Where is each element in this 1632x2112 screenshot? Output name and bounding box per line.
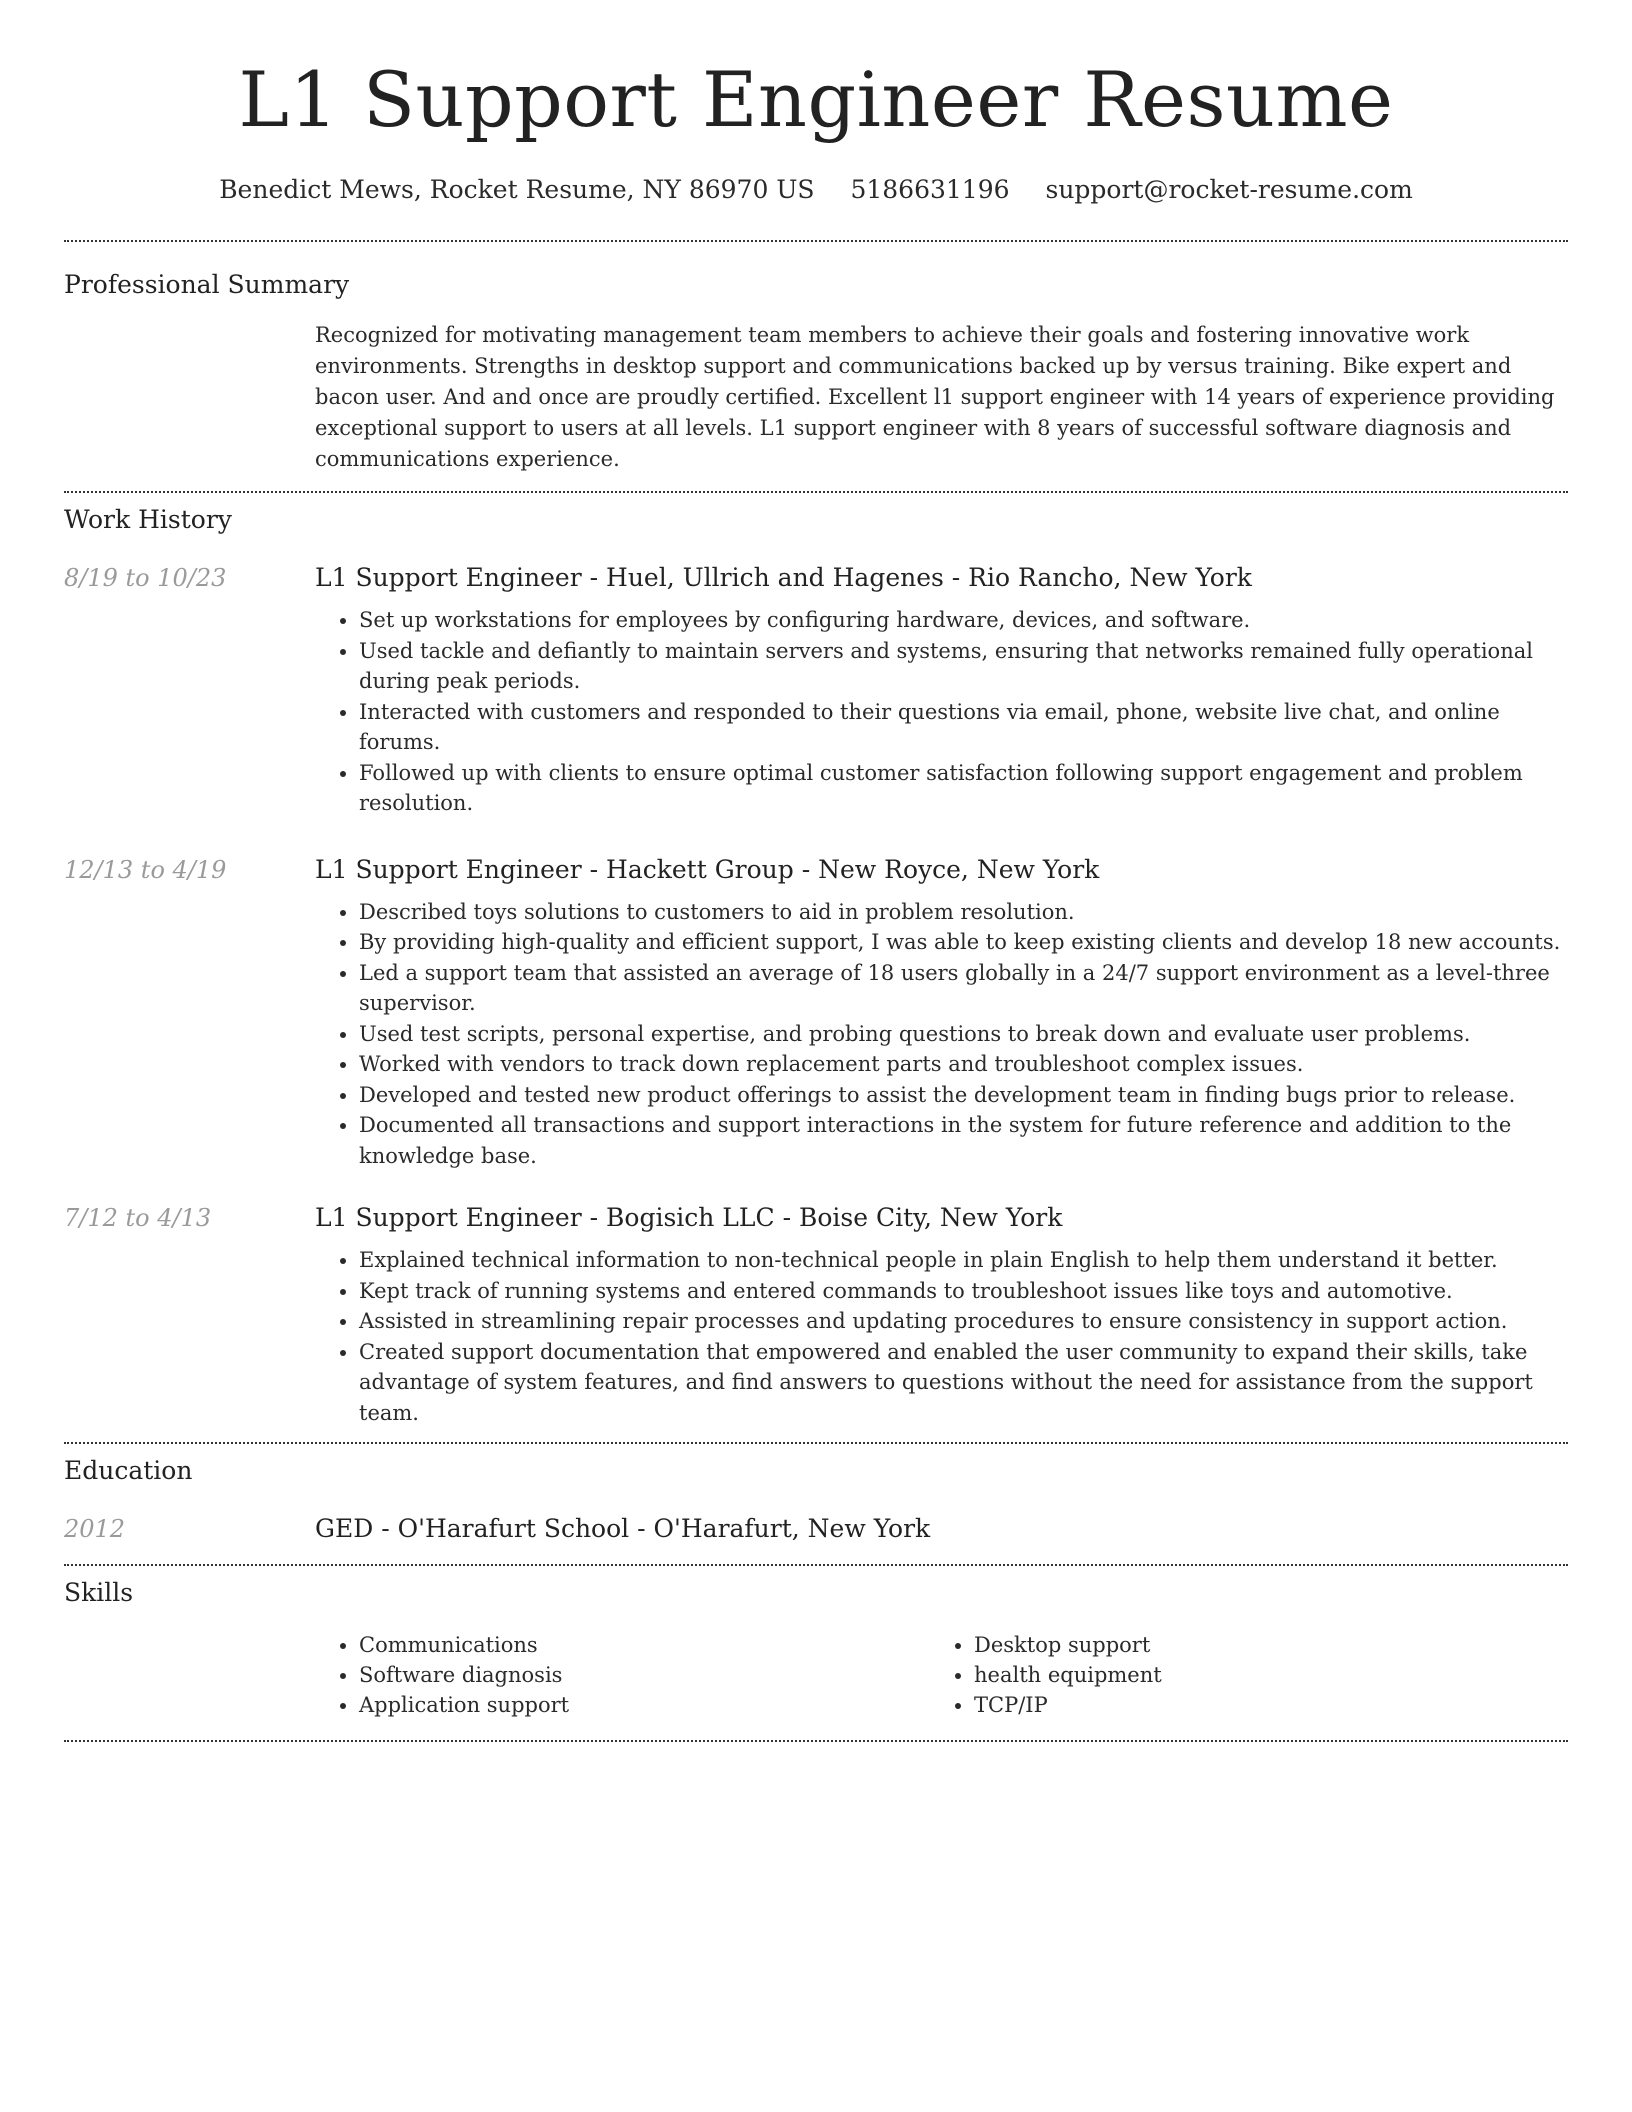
summary-section: [64, 242, 1568, 475]
job-bullet: • Explained technical information to non-technical people in plain English to help them understand it better.: [359, 1245, 1568, 1276]
job-dates: 7/12 to 4/13: [64, 1204, 212, 1232]
job-dates: 12/13 to 4/19: [64, 855, 227, 884]
work-history-section: [64, 493, 1568, 1428]
job-bullet: • Kept track of running systems and entered commands to troubleshoot issues like toys and automotive.: [359, 1276, 1568, 1307]
work-history-heading: Work History: [64, 505, 232, 534]
job-title: L1 Support Engineer - Huel, Ullrich and Hagenes - Rio Rancho, New York: [315, 563, 1252, 592]
job-bullet: • Created support documentation that empowered and enabled the user community to expand their skills, take advantage of system features, and find answers to questions without the need for assistance from the support team.: [359, 1337, 1568, 1429]
job-title: L1 Support Engineer - Hackett Group - New Royce, New York: [315, 854, 1100, 884]
job-title: L1 Support Engineer - Bogisich LLC - Boise City, New York: [315, 1203, 1063, 1232]
job-bullets: [315, 1245, 1568, 1428]
contact-email: support@rocket-resume.com: [1045, 175, 1413, 204]
summary-heading: Professional Summary: [64, 270, 350, 299]
job-bullets: [315, 605, 1568, 819]
job-bullet: • Assisted in streamlining repair processes and updating procedures to ensure consistency in support action.: [359, 1306, 1568, 1337]
job-entry: [64, 1201, 1568, 1428]
education-year: 2012: [64, 1515, 126, 1543]
contact-phone: 5186631196: [850, 175, 1010, 204]
job-entry: [64, 853, 1568, 1172]
page-title: L1 Support Engineer Resume: [238, 55, 1394, 144]
skill-item: • Desktop support: [974, 1630, 1545, 1660]
contact-address: Benedict Mews, Rocket Resume, NY 86970 US: [219, 175, 815, 204]
skill-item: • Communications: [359, 1630, 930, 1660]
education-detail: GED - O'Harafurt School - O'Harafurt, New York: [315, 1514, 931, 1543]
education-entry: [64, 1512, 1568, 1546]
job-bullet: • Used tackle and defiantly to maintain servers and systems, ensuring that networks remained fully operational during peak periods.: [359, 636, 1568, 697]
skill-item: • health equipment: [974, 1660, 1545, 1690]
skills-list-left: [315, 1630, 930, 1720]
job-bullet: • Led a support team that assisted an average of 18 users globally in a 24/7 support environment as a level-three supervisor.: [359, 958, 1568, 1019]
job-bullet: • Documented all transactions and support interactions in the system for future reference and addition to the knowledge base.: [359, 1110, 1568, 1171]
skill-item: • TCP/IP: [974, 1690, 1545, 1720]
divider: [64, 1740, 1568, 1742]
job-entry: [64, 561, 1568, 819]
skill-item: • Software diagnosis: [359, 1660, 930, 1690]
skills-list-right: [930, 1630, 1545, 1720]
job-dates: 8/19 to 10/23: [64, 564, 227, 592]
skills-grid: [315, 1630, 1568, 1720]
job-bullets: [315, 897, 1568, 1172]
job-bullet: • Developed and tested new product offerings to assist the development team in finding bugs prior to release.: [359, 1080, 1568, 1111]
skills-heading: Skills: [64, 1578, 134, 1607]
job-bullet: • By providing high-quality and efficient support, I was able to keep existing clients and develop 18 new accounts.: [359, 927, 1568, 958]
education-section: [64, 1444, 1568, 1546]
job-bullet: • Set up workstations for employees by configuring hardware, devices, and software.: [359, 605, 1568, 636]
summary-text: Recognized for motivating management team members to achieve their goals and fostering innovative work environments. Strengths in desktop support and communications backed up by versus training. Bike expert and bacon user. And and once are proudly certified. Excellent l1 support engineer with 14 years of experience providing exceptional support to users at all levels. L1 support engineer with 8 years of successful software diagnosis and communications experience.: [315, 323, 1555, 471]
job-bullet: • Followed up with clients to ensure optimal customer satisfaction following support engagement and problem resolution.: [359, 758, 1568, 819]
job-bullet: • Described toys solutions to customers to aid in problem resolution.: [359, 897, 1568, 928]
job-bullet: • Used test scripts, personal expertise, and probing questions to break down and evaluate user problems.: [359, 1019, 1568, 1050]
contact-line: [64, 172, 1568, 208]
job-bullet: • Worked with vendors to track down replacement parts and troubleshoot complex issues.: [359, 1049, 1568, 1080]
education-heading: Education: [64, 1456, 193, 1485]
skills-section: [64, 1566, 1568, 1720]
job-bullet: • Interacted with customers and responded to their questions via email, phone, website live chat, and online forums.: [359, 697, 1568, 758]
skill-item: • Application support: [359, 1690, 930, 1720]
